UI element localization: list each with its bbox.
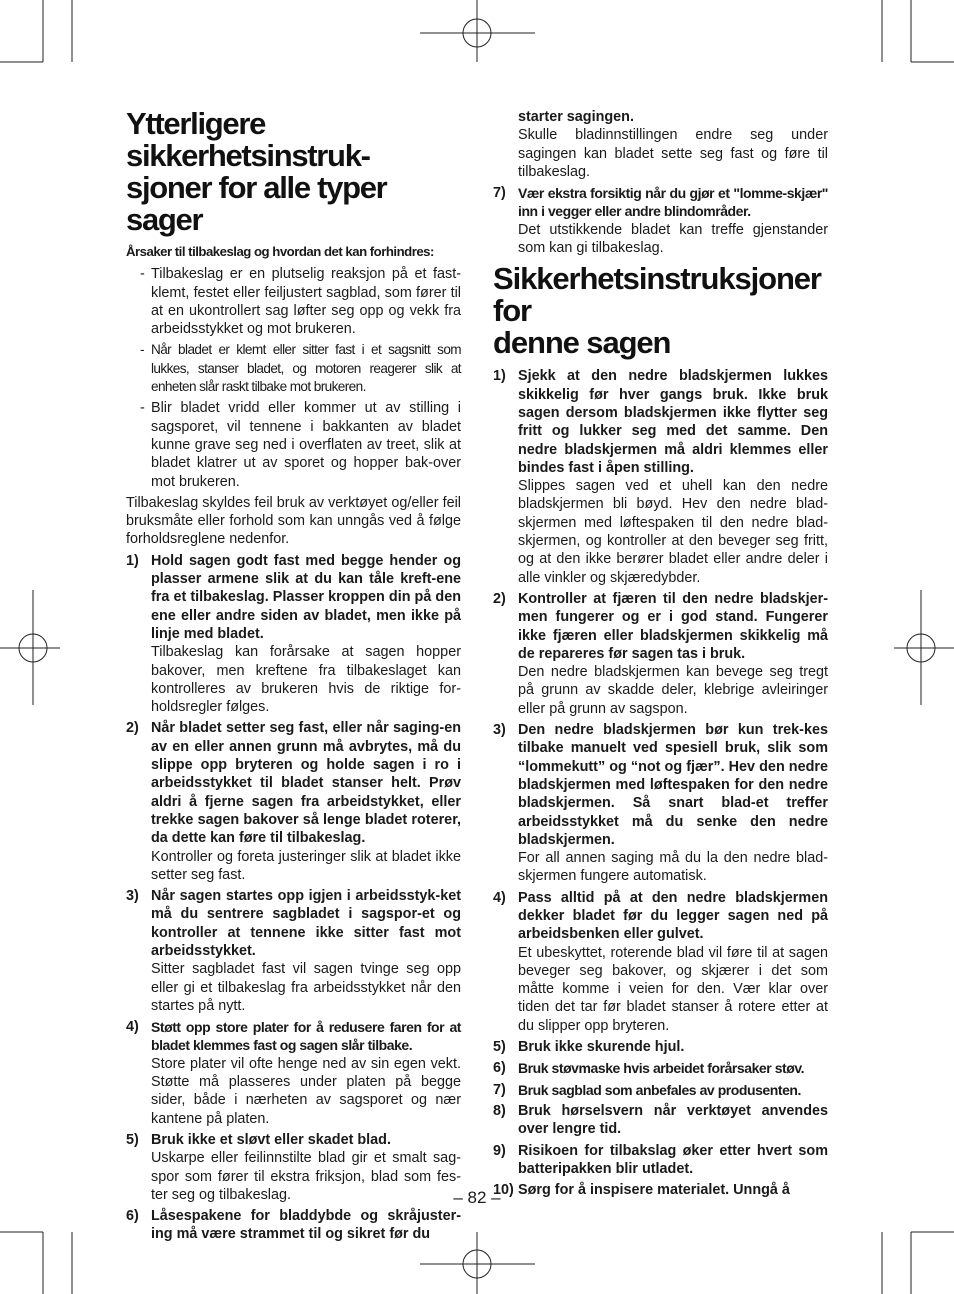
item-heading: Bruk ikke skurende hjul. bbox=[518, 1039, 685, 1056]
list-item: - Tilbakeslag er en plutselig reaksjon på et fast-klemt, festet eller feiljustert sagblad, som fører til at en ukontrollert sag løfter seg opp og vekk fra arbeidsstykket og mot brukeren. bbox=[126, 265, 461, 338]
item-number: 10) bbox=[493, 1182, 514, 1199]
list-item bbox=[493, 1142, 828, 1179]
list-item bbox=[493, 367, 828, 587]
item-number: 7) bbox=[493, 185, 506, 202]
item-heading: Bruk støvmaske hvis arbeidet forårsaker støv. bbox=[518, 1060, 805, 1077]
item-number: 8) bbox=[493, 1102, 506, 1119]
list-item bbox=[126, 1207, 461, 1244]
item-body: Sitter sagbladet fast vil sagen tvinge seg opp eller gi et tilbakeslag fra arbeidsstykket når den startes på nytt. bbox=[151, 961, 461, 1014]
kickback-subheading: Årsaker til tilbakeslag og hvordan det kan forhindres: bbox=[126, 244, 434, 259]
item-heading: Bruk hørselsvern når verktøyet anvendes over lengre tid. bbox=[518, 1102, 828, 1138]
item-body: Tilbakeslag kan forårsake at sagen hopper bakover, men kreftene fra tilbakeslaget kan kontrolleres av brukeren hvis de riktige for-holdsregler følges. bbox=[151, 644, 461, 716]
section-title-text: Ytterligere sikkerhetsinstruk- sjoner for alle typer sager bbox=[126, 106, 387, 237]
item-heading: Kontroller at fjæren til den nedre bladskjer-men fungerer og er i god stand. Fungerer ikke fjæren eller bladskjermen skikkelig må de repareres før sagen tas i bruk. bbox=[518, 590, 828, 662]
list-item bbox=[126, 887, 461, 1015]
item-heading: Risikoen for tilbakslag øker etter hvert som batteripakken blir utladet. bbox=[518, 1142, 828, 1177]
item-number: 2) bbox=[493, 590, 506, 607]
item-number: 4) bbox=[493, 889, 506, 906]
item-number: 4) bbox=[126, 1019, 139, 1036]
item-heading: Pass alltid på at den nedre bladskjermen dekker bladet før du legger sagen ned på arbeidsbenken eller gulvet. bbox=[518, 889, 828, 943]
item-body: Slippes sagen ved et uhell kan den nedre bladskjermen bli bøyd. Hev den nedre blad-skjermen med løftespaken til den nedre blad-skjermen, og kontroller at den beveger seg fritt, og at den ikke berører bladet eller andre deler i alle vinkler og skjæredybder. bbox=[518, 478, 828, 586]
list-item bbox=[493, 1102, 828, 1139]
item-heading: starter sagingen. bbox=[518, 109, 634, 125]
list-item: - Blir bladet vridd eller kommer ut av stilling i sagsporet, vil tennene i bakkanten av bladet kunne grave seg ned i overflaten av treet, slik at bladet klatrer ut av sporet og hopper bak-over mot brukeren. bbox=[126, 399, 461, 490]
item-body: Et ubeskyttet, roterende blad vil føre til at sagen beveger seg bakover, og skjærer i det som måtte komme i veien for den. Vær klar over tiden det tar før bladet stanser å rotere etter at du slipper opp bryteren. bbox=[518, 944, 828, 1034]
list-item bbox=[493, 1038, 828, 1056]
item-body: For all annen saging må du la den nedre blad-skjermen fungere automatisk. bbox=[518, 850, 828, 885]
section-title bbox=[493, 263, 828, 359]
list-item bbox=[493, 590, 828, 718]
item-heading: Den nedre bladskjermen bør kun trek-kes tilbake manuelt ved spesiell bruk, slik som “lommekutt” og “not og fjær”. Hev den nedre bladskjermen med løftespaken for den nedre bladskjermen. Så snart blad-et treffer arbeidsstykket må du senke den nedre bladskjermen. bbox=[518, 722, 828, 848]
item-6-continuation bbox=[493, 108, 828, 181]
item-number: 6) bbox=[493, 1060, 506, 1077]
item-number: 5) bbox=[493, 1039, 506, 1056]
item-number: 6) bbox=[126, 1208, 139, 1225]
item-heading: Låsespakene for bladdybde og skråjuster-ing må være strammet til og sikret før du bbox=[151, 1208, 461, 1243]
item-body: Kontroller og foreta justeringer slik at bladet ikke setter seg fast. bbox=[151, 848, 461, 883]
item-heading: Når bladet setter seg fast, eller når saging-en av en eller annen grunn må avbrytes, må du slippe opp bryteren og holde sagen i ro i arbeidsstykket til bladet stanser helt. Prøv aldri å fjerne sagen fra arbeidstykket, eller trekke sagen bakover så lenge bladet roterer, da dette kan føre til tilbakeslag. bbox=[151, 720, 461, 847]
list-item bbox=[126, 719, 461, 884]
item-body: Det utstikkende bladet kan treffe gjenstander som kan gi tilbakeslag. bbox=[518, 221, 828, 257]
list-item: - Når bladet er klemt eller sitter fast i et sagsnitt som lukkes, stanser bladet, og motoren reagerer slik at enheten slår raskt tilbake mot brukeren. bbox=[126, 341, 461, 396]
numbered-instructions bbox=[493, 367, 828, 1199]
right-column bbox=[493, 108, 828, 1202]
section-title bbox=[126, 108, 461, 236]
item-heading: Støtt opp store plater for å redusere faren for at bladet klemmes fast og sagen slår tilbake. bbox=[151, 1019, 461, 1054]
item-heading: Vær ekstra forsiktig når du gjør et "lomme-skjær" inn i vegger eller andre blindområder. bbox=[518, 185, 828, 220]
kickback-causes-list bbox=[126, 265, 461, 491]
list-item bbox=[493, 1059, 828, 1077]
item-heading: Når sagen startes opp igjen i arbeidsstyk-ket må du sentrere sagbladet i sagspor-et og kontroller at tennene ikke sitter fast mot arbeidsstykket. bbox=[151, 888, 461, 959]
item-number: 5) bbox=[126, 1131, 139, 1148]
item-heading: Sjekk at den nedre bladskjermen lukkes skikkelig før hver gangs bruk. Ikke bruk sagen dersom bladskjermen ikke flytter seg fritt og lukker seg med det samme. Den nedre bladskjermen må aldri klemmes eller bindes fast i åpen stilling. bbox=[518, 368, 828, 476]
item-number: 7) bbox=[493, 1081, 506, 1098]
section-title-text: Sikkerhetsinstruksjoner for denne sagen bbox=[493, 261, 821, 361]
list-item bbox=[493, 1081, 828, 1099]
item-number: 2) bbox=[126, 720, 139, 737]
left-column bbox=[126, 108, 461, 1247]
item-heading: Bruk ikke et sløvt eller skadet blad. bbox=[151, 1131, 391, 1148]
page-number: – 82 – bbox=[453, 1188, 501, 1207]
list-item bbox=[493, 184, 828, 257]
item-heading: Sørg for å inspisere materialet. Unngå å bbox=[518, 1182, 790, 1199]
item-number: 1) bbox=[126, 552, 139, 569]
item-number: 1) bbox=[493, 368, 506, 385]
intro-paragraph: Tilbakeslag skyldes feil bruk av verktøyet og/eller feil bruksmåte eller forhold som kan unngås ved å følge forholdsreglene nedenfor. bbox=[126, 494, 461, 548]
item-body: Den nedre bladskjermen kan bevege seg tregt på grunn av skadde deler, klebrige avleiringer eller på grunn av sagspon. bbox=[518, 664, 828, 717]
item-number: 3) bbox=[493, 722, 506, 739]
list-item bbox=[126, 552, 461, 717]
list-item bbox=[126, 1018, 461, 1128]
list-item bbox=[493, 721, 828, 886]
numbered-instructions bbox=[126, 552, 461, 1244]
item-body: Skulle bladinnstillingen endre seg under sagingen kan bladet sette seg fast og føre til tilbakeslag. bbox=[518, 127, 828, 180]
item-body: Store plater vil ofte henge ned av sin egen vekt. Støtte må plasseres under platen på begge sider, både i nærheten av sagsporet og nær kantene på platen. bbox=[151, 1055, 461, 1127]
item-heading: Bruk sagblad som anbefales av produsenten. bbox=[518, 1081, 801, 1098]
item-body: Uskarpe eller feilinnstilte blad gir et smalt sag-spor som fører til ekstra friksjon, blad som fes-ter seg og tilbakeslag. bbox=[151, 1150, 461, 1203]
item-number: 3) bbox=[126, 888, 139, 905]
item-heading: Hold sagen godt fast med begge hender og plasser armene slik at du kan tåle kreft-ene fra et tilbakeslag. Plasser kroppen din på den ene eller andre siden av bladet, men ikke på linje med bladet. bbox=[151, 552, 461, 642]
list-item bbox=[493, 889, 828, 1035]
item-number: 9) bbox=[493, 1142, 506, 1159]
